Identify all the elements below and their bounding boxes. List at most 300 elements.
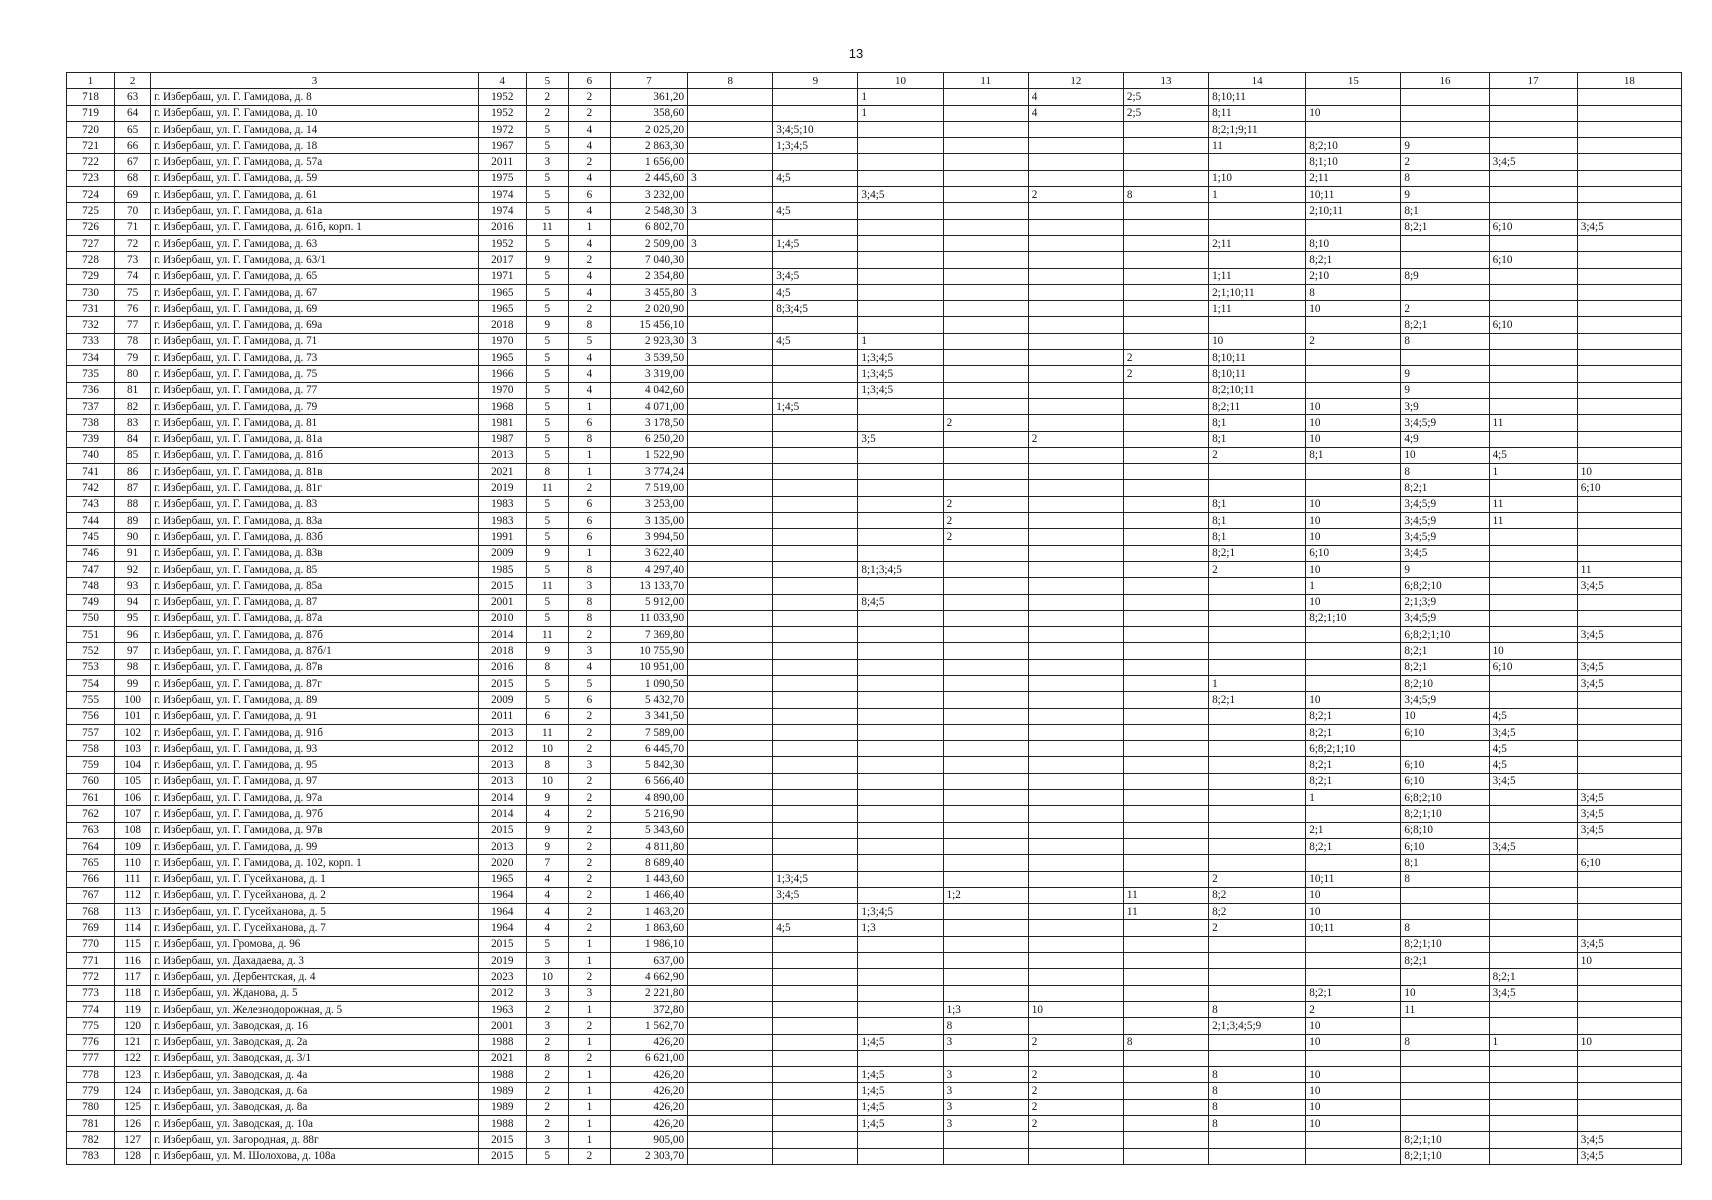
table-cell: 8;2;1;10 (1306, 610, 1401, 626)
table-cell: 8 (1401, 1034, 1489, 1050)
table-cell: 8;2;1;10 (1401, 806, 1489, 822)
table-cell: 2011 (478, 708, 526, 724)
table-cell (858, 822, 943, 838)
table-cell (773, 904, 858, 920)
table-cell: 2 (568, 855, 610, 871)
table-cell: 780 (67, 1099, 115, 1115)
table-cell: 1963 (478, 1001, 526, 1017)
table-cell (1489, 170, 1577, 186)
table-cell: 738 (67, 415, 115, 431)
table-row (67, 1148, 1682, 1164)
table-cell: 1;3;4;5 (773, 871, 858, 887)
table-cell: 4;5 (1489, 741, 1577, 757)
table-cell (1123, 235, 1208, 251)
table-cell: 6;10 (1401, 773, 1489, 789)
table-cell: 3 (568, 757, 610, 773)
table-cell: 2001 (478, 594, 526, 610)
table-cell: 5 (526, 561, 568, 577)
table-cell (773, 89, 858, 105)
table-cell: 120 (115, 1018, 151, 1034)
table-cell: 115 (115, 936, 151, 952)
table-cell: 123 (115, 1067, 151, 1083)
table-row (67, 920, 1682, 936)
table-cell (1209, 594, 1306, 610)
table-cell (1401, 1050, 1489, 1066)
table-cell: 8;3;4;5 (773, 301, 858, 317)
table-cell (943, 594, 1028, 610)
table-cell: 10 (526, 969, 568, 985)
table-cell: 106 (115, 790, 151, 806)
table-row (67, 692, 1682, 708)
table-cell (1028, 920, 1123, 936)
table-cell: 2 (526, 105, 568, 121)
table-cell: 2 (568, 887, 610, 903)
table-cell (1306, 936, 1401, 952)
table-cell: г. Избербаш, ул. Г. Гамидова, д. 59 (151, 170, 479, 186)
table-cell (1209, 773, 1306, 789)
table-cell (773, 1132, 858, 1148)
table-cell (1489, 953, 1577, 969)
table-cell: 2 (568, 89, 610, 105)
table-cell: 10 (526, 773, 568, 789)
table-cell: 5 (526, 187, 568, 203)
table-cell: 6 621,00 (610, 1050, 687, 1066)
table-cell: 1989 (478, 1099, 526, 1115)
table-cell: 1;3;4;5 (858, 366, 943, 382)
table-cell: 2009 (478, 692, 526, 708)
table-cell (1028, 790, 1123, 806)
table-cell: 5 (526, 333, 568, 349)
table-cell: 8 (568, 594, 610, 610)
table-cell: 4 297,40 (610, 561, 687, 577)
table-cell: 6 (568, 496, 610, 512)
table-cell: 8 (943, 1018, 1028, 1034)
table-cell: 3 (526, 953, 568, 969)
table-cell: 2021 (478, 464, 526, 480)
table-cell (1401, 1018, 1489, 1034)
table-cell: 3 253,00 (610, 496, 687, 512)
table-cell: 8;2;1 (1209, 545, 1306, 561)
table-cell: 1983 (478, 513, 526, 529)
table-cell (1123, 822, 1208, 838)
table-row (67, 1050, 1682, 1066)
table-cell: 113 (115, 904, 151, 920)
table-row (67, 1018, 1682, 1034)
table-cell (773, 105, 858, 121)
table-cell (943, 268, 1028, 284)
table-cell: 5 (526, 936, 568, 952)
table-cell (1028, 496, 1123, 512)
table-cell: 7 (526, 855, 568, 871)
column-header: 18 (1577, 73, 1681, 89)
table-cell: 1 (1209, 187, 1306, 203)
table-cell: 4 (568, 382, 610, 398)
table-cell (1577, 170, 1681, 186)
table-cell: 11 (526, 724, 568, 740)
table-cell (688, 969, 773, 985)
table-cell (1123, 806, 1208, 822)
table-cell (1401, 89, 1489, 105)
table-cell: 5 343,60 (610, 822, 687, 838)
table-cell: 721 (67, 138, 115, 154)
table-cell: 1;4;5 (858, 1034, 943, 1050)
table-row (67, 838, 1682, 854)
table-cell: 773 (67, 985, 115, 1001)
table-cell (1489, 398, 1577, 414)
table-cell (943, 627, 1028, 643)
table-cell (1028, 724, 1123, 740)
table-cell: 8;10;11 (1209, 350, 1306, 366)
table-cell: 78 (115, 333, 151, 349)
table-cell: 8;2;1 (1306, 724, 1401, 740)
table-cell: 3 (526, 1018, 568, 1034)
table-cell (1028, 578, 1123, 594)
table-cell: 3;4;5 (1577, 578, 1681, 594)
table-cell: 2 (1028, 1034, 1123, 1050)
table-cell: 4 (526, 887, 568, 903)
table-cell (943, 366, 1028, 382)
table-cell (1209, 317, 1306, 333)
table-cell (1489, 594, 1577, 610)
table-cell (773, 219, 858, 235)
table-cell: г. Избербаш, ул. Г. Гамидова, д. 71 (151, 333, 479, 349)
table-cell (1028, 301, 1123, 317)
table-cell (943, 708, 1028, 724)
table-cell: 3 994,50 (610, 529, 687, 545)
table-cell: 3;4;5;9 (1401, 415, 1489, 431)
table-cell: 2 (568, 301, 610, 317)
table-cell: 1965 (478, 871, 526, 887)
table-cell (1123, 431, 1208, 447)
table-cell: 2 (1209, 561, 1306, 577)
table-cell (858, 121, 943, 137)
table-cell: 5 (526, 301, 568, 317)
table-cell: г. Избербаш, ул. Г. Гамидова, д. 91 (151, 708, 479, 724)
table-cell: 11 (526, 578, 568, 594)
table-cell (858, 969, 943, 985)
table-cell: 2013 (478, 838, 526, 854)
table-cell: 2 (1028, 1116, 1123, 1132)
table-cell (1489, 301, 1577, 317)
table-cell: г. Избербаш, ул. Г. Гамидова, д. 69а (151, 317, 479, 333)
table-cell: 3 (943, 1099, 1028, 1115)
table-cell (1123, 284, 1208, 300)
table-cell (858, 170, 943, 186)
table-cell (1123, 594, 1208, 610)
table-cell: 3 (943, 1034, 1028, 1050)
table-cell: 118 (115, 985, 151, 1001)
table-cell (858, 496, 943, 512)
table-cell (688, 480, 773, 496)
table-cell (1489, 1148, 1577, 1164)
table-cell (1577, 643, 1681, 659)
table-cell (688, 415, 773, 431)
table-cell: 2;1;3;9 (1401, 594, 1489, 610)
table-cell (1577, 1067, 1681, 1083)
table-cell: 4 (1028, 105, 1123, 121)
table-row (67, 480, 1682, 496)
table-cell (1028, 610, 1123, 626)
table-cell (1123, 398, 1208, 414)
table-cell (1577, 969, 1681, 985)
table-cell (1306, 89, 1401, 105)
table-cell: 2;5 (1123, 89, 1208, 105)
table-cell: 2015 (478, 1132, 526, 1148)
table-cell: 728 (67, 252, 115, 268)
table-cell: 97 (115, 643, 151, 659)
table-cell (943, 105, 1028, 121)
table-row (67, 1083, 1682, 1099)
table-cell: 753 (67, 659, 115, 675)
table-cell: 82 (115, 398, 151, 414)
table-cell: г. Избербаш, ул. Жданова, д. 5 (151, 985, 479, 1001)
table-cell: 4 (568, 284, 610, 300)
table-cell: 8;1;10 (1306, 154, 1401, 170)
table-cell (1123, 838, 1208, 854)
table-cell: 1 986,10 (610, 936, 687, 952)
table-cell (1209, 578, 1306, 594)
table-cell (1401, 1083, 1489, 1099)
table-cell: 3;9 (1401, 398, 1489, 414)
table-cell: 108 (115, 822, 151, 838)
table-cell: 740 (67, 447, 115, 463)
table-cell: 1 562,70 (610, 1018, 687, 1034)
table-cell (688, 496, 773, 512)
table-row (67, 431, 1682, 447)
table-cell (858, 675, 943, 691)
table-cell (1028, 366, 1123, 382)
table-cell: 10 (1306, 513, 1401, 529)
table-cell (1028, 398, 1123, 414)
table-cell (1123, 985, 1208, 1001)
table-cell (1209, 855, 1306, 871)
table-cell (1123, 415, 1208, 431)
table-cell (1577, 187, 1681, 203)
table-row (67, 936, 1682, 952)
table-cell: 6 445,70 (610, 741, 687, 757)
table-cell (1489, 1132, 1577, 1148)
table-cell: г. Избербаш, ул. Г. Гусейханова, д. 5 (151, 904, 479, 920)
table-cell: 11 (1123, 904, 1208, 920)
table-cell: 93 (115, 578, 151, 594)
table-cell: 5 (568, 333, 610, 349)
table-cell: 6 (568, 513, 610, 529)
table-cell: 8;1 (1209, 496, 1306, 512)
table-cell: 88 (115, 496, 151, 512)
table-cell: 5 432,70 (610, 692, 687, 708)
table-cell: 3 319,00 (610, 366, 687, 382)
table-cell: 3;4;5 (1489, 838, 1577, 854)
table-cell (1577, 252, 1681, 268)
table-cell (858, 724, 943, 740)
table-cell: 779 (67, 1083, 115, 1099)
table-cell (943, 203, 1028, 219)
table-cell: 67 (115, 154, 151, 170)
table-row (67, 1116, 1682, 1132)
table-cell: 751 (67, 627, 115, 643)
table-cell (1489, 936, 1577, 952)
table-cell: г. Избербаш, ул. Г. Гамидова, д. 87б (151, 627, 479, 643)
table-cell: 8 (568, 610, 610, 626)
table-cell: 3;4;5 (1577, 1132, 1681, 1148)
table-cell (688, 154, 773, 170)
table-cell: 760 (67, 773, 115, 789)
table-cell: 5 (526, 350, 568, 366)
table-cell (773, 627, 858, 643)
table-cell: 2 (1028, 1083, 1123, 1099)
table-cell: 6;10 (1577, 855, 1681, 871)
table-cell (688, 121, 773, 137)
table-cell (1123, 675, 1208, 691)
table-cell (1577, 871, 1681, 887)
table-row (67, 447, 1682, 463)
table-cell (1577, 708, 1681, 724)
table-cell (1028, 708, 1123, 724)
table-cell (858, 301, 943, 317)
table-cell: 3 539,50 (610, 350, 687, 366)
table-cell (1489, 333, 1577, 349)
table-cell (1306, 806, 1401, 822)
table-cell: 2 (1123, 350, 1208, 366)
table-row (67, 741, 1682, 757)
table-cell (773, 692, 858, 708)
table-cell: 6 250,20 (610, 431, 687, 447)
table-cell: 94 (115, 594, 151, 610)
table-cell: 74 (115, 268, 151, 284)
table-cell (688, 724, 773, 740)
table-cell: 8;2;1 (1401, 219, 1489, 235)
table-cell (1028, 969, 1123, 985)
table-cell: 9 (526, 838, 568, 854)
table-cell: 10 755,90 (610, 643, 687, 659)
table-cell: г. Избербаш, ул. Г. Гамидова, д. 97б (151, 806, 479, 822)
table-cell (943, 643, 1028, 659)
table-cell: 1 (568, 936, 610, 952)
table-cell (688, 659, 773, 675)
table-cell (1489, 268, 1577, 284)
table-cell (1577, 1116, 1681, 1132)
table-cell (688, 985, 773, 1001)
table-cell (1306, 366, 1401, 382)
table-cell (1306, 855, 1401, 871)
table-cell (1028, 382, 1123, 398)
table-cell: 3;4;5;9 (1401, 529, 1489, 545)
table-cell (1028, 887, 1123, 903)
table-cell (1209, 627, 1306, 643)
table-cell (1123, 317, 1208, 333)
table-cell: 5 (526, 692, 568, 708)
table-cell: 2 (568, 904, 610, 920)
table-cell: 10 (1577, 953, 1681, 969)
table-cell (943, 920, 1028, 936)
table-cell (1577, 89, 1681, 105)
table-cell: 2 (1028, 1099, 1123, 1115)
table-cell: 2 (526, 1001, 568, 1017)
table-cell: 769 (67, 920, 115, 936)
table-cell (1209, 1034, 1306, 1050)
table-row (67, 170, 1682, 186)
table-cell: 905,00 (610, 1132, 687, 1148)
table-cell (688, 838, 773, 854)
table-cell (1028, 464, 1123, 480)
table-cell: 2 (943, 513, 1028, 529)
table-cell: 2013 (478, 724, 526, 740)
table-cell: 1;3;4;5 (858, 904, 943, 920)
table-cell: 727 (67, 235, 115, 251)
table-cell: 2 923,30 (610, 333, 687, 349)
table-cell (1306, 121, 1401, 137)
table-cell (1401, 1099, 1489, 1115)
table-cell (1123, 643, 1208, 659)
table-cell (1028, 252, 1123, 268)
table-cell: 2015 (478, 675, 526, 691)
table-cell (1209, 203, 1306, 219)
table-cell: 3;4;5 (1577, 790, 1681, 806)
table-cell (943, 561, 1028, 577)
table-cell: 426,20 (610, 1034, 687, 1050)
table-cell: 1 (568, 1083, 610, 1099)
table-row (67, 627, 1682, 643)
table-cell (943, 675, 1028, 691)
table-row (67, 398, 1682, 414)
table-cell: 2 (1401, 301, 1489, 317)
table-row (67, 578, 1682, 594)
table-cell (943, 350, 1028, 366)
table-cell: 2;10;11 (1306, 203, 1401, 219)
table-cell: г. Избербаш, ул. Г. Гамидова, д. 67 (151, 284, 479, 300)
table-cell: 1 (1306, 578, 1401, 594)
table-cell: 1966 (478, 366, 526, 382)
table-cell: 4;9 (1401, 431, 1489, 447)
table-cell: 6;10 (1401, 838, 1489, 854)
table-row (67, 594, 1682, 610)
table-cell: 729 (67, 268, 115, 284)
table-row (67, 203, 1682, 219)
table-row (67, 675, 1682, 691)
table-cell (1489, 806, 1577, 822)
table-cell (1577, 121, 1681, 137)
column-header: 3 (151, 73, 479, 89)
table-cell: 104 (115, 757, 151, 773)
table-cell: 9 (526, 545, 568, 561)
table-cell: 10 (1306, 561, 1401, 577)
table-cell: 4 811,80 (610, 838, 687, 854)
table-cell (1577, 138, 1681, 154)
table-cell (773, 594, 858, 610)
table-cell: 5 (526, 529, 568, 545)
table-cell (1489, 1083, 1577, 1099)
table-cell: 5 (526, 138, 568, 154)
table-cell: 2013 (478, 447, 526, 463)
table-cell (773, 724, 858, 740)
table-cell (773, 1018, 858, 1034)
table-cell: 8;2;1;10 (1401, 936, 1489, 952)
table-cell: 8 (1401, 871, 1489, 887)
table-cell: 5 (526, 447, 568, 463)
table-cell: 4 (568, 235, 610, 251)
table-cell: 5 (526, 235, 568, 251)
table-cell (1489, 561, 1577, 577)
table-cell: 5 (526, 594, 568, 610)
table-cell (1577, 382, 1681, 398)
table-cell: 2 445,60 (610, 170, 687, 186)
table-cell (773, 953, 858, 969)
table-cell: 10 (526, 741, 568, 757)
table-cell (773, 1083, 858, 1099)
table-cell: 8;10;11 (1209, 89, 1306, 105)
table-cell: 2 (943, 415, 1028, 431)
table-cell (773, 806, 858, 822)
